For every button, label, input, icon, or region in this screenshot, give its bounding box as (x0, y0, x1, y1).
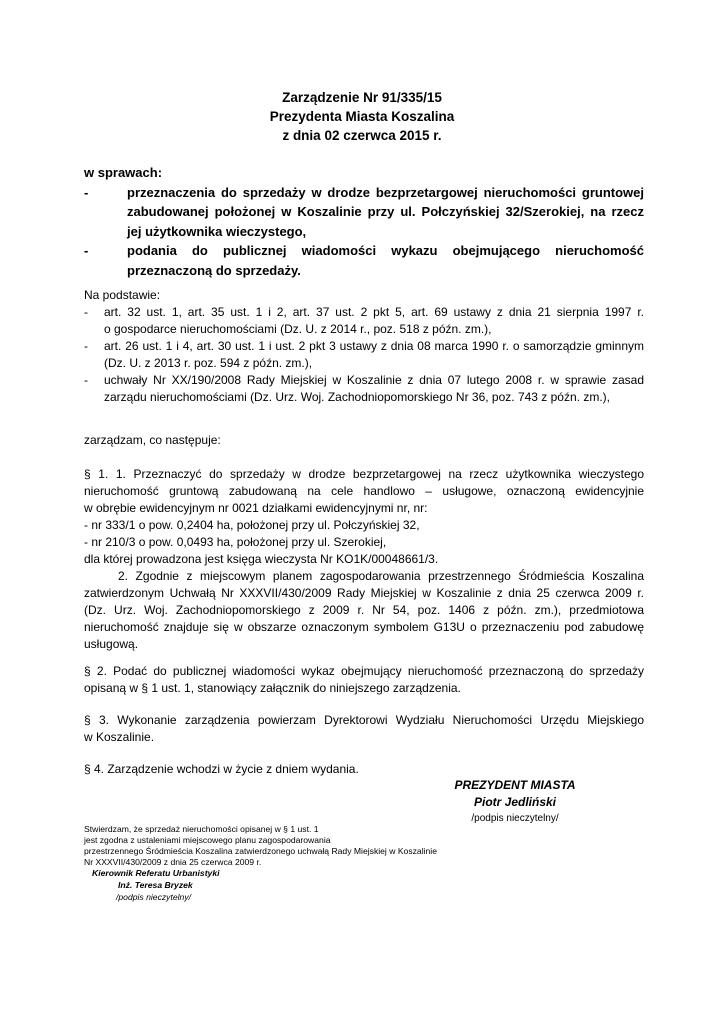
section-2-line-2: opisaną w § 1 ust. 1, stanowiący załącznik do niniejszego zarządzenia. (84, 681, 461, 695)
land-register: dla której prowadzona jest księga wieczysta Nr KO1K/00048661/3. (84, 552, 439, 566)
legal-basis-section (84, 287, 644, 406)
parcel-2: - nr 210/3 o pow. 0,0493 ha, położonej przy ul. Szerokiej, (84, 535, 387, 549)
signature-name: Piotr Jedliński (473, 795, 557, 809)
section-1-point-2-line-1: 2. Zgodnie z miejscowym planem zagospodarowania przestrzennego Śródmieścia Koszalina (118, 569, 644, 583)
legal-basis-item-3-line-2: zarządu nieruchomościami (Dz. Urz. Woj. Zachodniopomorskiego Nr 36, poz. 743 z późn. zm.), (104, 390, 610, 404)
subject-item-2 (84, 241, 644, 280)
subject-item-2-line-2: przeznaczoną do sprzedaży. (127, 262, 301, 278)
section-1-point-2-line-3: (Dz. Urz. Woj. Zachodniopomorskiego z 2009 r. Nr 54, poz. 1406 z późn. zm.), przedmiotowa (84, 603, 644, 617)
subject-item-1 (84, 183, 644, 242)
section-3-line-1: § 3. Wykonanie zarządzenia powierzam Dyrektorowi Wydziału Nieruchomości Urzędu Miejskiego (84, 713, 644, 727)
certification-name: Inż. Teresa Bryzek (118, 880, 193, 890)
list-dash: - (84, 305, 88, 319)
signature-note: /podpis nieczytelny/ (471, 813, 559, 824)
section-1-line-3: w obrębie ewidencyjnym nr 0021 działkami ewidencyjnymi nr, nr: (84, 501, 428, 515)
certification-note: /podpis nieczytelny/ (116, 892, 191, 902)
legal-basis-item-2 (84, 338, 644, 372)
section-2-line-1: § 2. Podać do publicznej wiadomości wykaz obejmujący nieruchomość przeznaczoną do sprzedaży (84, 664, 644, 678)
parcel-1: - nr 333/1 o pow. 0,2404 ha, położonej przy ul. Połczyńskiej 32, (84, 518, 420, 532)
legal-basis-item-2-line-2: (Dz. U. z 2013 r. poz. 594 z późn. zm.), (104, 356, 313, 370)
subject-heading: w sprawach: (84, 165, 163, 180)
section-3-line-2: w Koszalinie. (84, 730, 155, 744)
legal-basis-item-1-line-2: o gospodarce nieruchomościami (Dz. U. z 2014 r., poz. 518 z późn. zm.), (104, 322, 492, 336)
legal-basis-item-3-line-1: uchwały Nr XX/190/2008 Rady Miejskiej w Koszalinie z dnia 07 lutego 2008 r. w sprawie zasad (104, 373, 644, 387)
certification-line-1: Stwierdzam, że sprzedaż nieruchomości opisanej w § 1 ust. 1 (84, 824, 319, 834)
legal-basis-item-1 (84, 304, 644, 338)
ordinance-date: z dnia 02 czerwca 2015 r. (282, 128, 442, 143)
certification-role: Kierownik Referatu Urbanistyki (92, 868, 220, 878)
section-1-line-1: § 1. 1. Przeznaczyć do sprzedaży w drodze bezprzetargowej na rzecz użytkownika wieczystego (84, 467, 644, 481)
certification-line-3: przestrzennego Śródmieścia Koszalina zatwierdzonego uchwałą Rady Miejskiej w Koszalinie (84, 846, 437, 856)
certification-line-4: Nr XXXVII/430/2009 z dnia 25 czerwca 2009 r. (84, 857, 262, 867)
subject-item-1-line-1: przeznaczenia do sprzedaży w drodze bezprzetargowej nieruchomości gruntowej (127, 184, 644, 200)
list-dash: - (84, 243, 89, 258)
subject-item-2-line-1: podania do publicznej wiadomości wykazu obejmującego nieruchomość (127, 243, 644, 258)
subject-section (84, 163, 644, 280)
section-3 (84, 712, 644, 746)
legal-basis-heading: Na podstawie: (84, 288, 161, 302)
ordinance-number: Zarządzenie Nr 91/335/15 (282, 90, 442, 105)
legal-basis-item-3 (84, 372, 644, 406)
legal-basis-item-1-line-1: art. 32 ust. 1, art. 35 ust. 1 i 2, art. 37 ust. 2 pkt 5, art. 69 ustawy z dnia 21 sierpnia 1997 r. (104, 305, 644, 319)
decree-statement: zarządzam, co następuje: (84, 433, 221, 447)
section-4: § 4. Zarządzenie wchodzi w życie z dniem wydania. (84, 762, 359, 776)
section-1-line-2: nieruchomość gruntową zabudowaną na cele handlowo – usługowe, oznaczoną ewidencyjnie (84, 484, 644, 498)
list-dash: - (84, 373, 88, 387)
list-dash: - (84, 339, 88, 353)
certification-line-2: jest zgodna z ustaleniami miejscowego planu zagospodarowania (84, 835, 331, 845)
section-1-point-2-line-4: nieruchomość znajduje się w obszarze oznaczonym symbolem G13U o przeznaczeniu pod zabudowę (84, 620, 644, 634)
subject-item-1-line-3: jej użytkownika wieczystego, (127, 223, 307, 239)
subject-item-1-line-2: zabudowanej położonej w Koszalinie przy ul. Połczyńskiej 32/Szerokiej, na rzecz (127, 204, 644, 219)
section-1-point-2-line-2: zatwierdzonym Uchwałą Nr XXXVII/430/2009 Rady Miejskiej w Koszalinie z dnia 25 czerwca 2009 r. (84, 586, 644, 600)
section-1 (84, 466, 644, 653)
signature-title: PREZYDENT MIASTA (454, 778, 576, 792)
section-1-point-2-line-5: usługową. (84, 637, 139, 651)
section-2 (84, 663, 644, 697)
issuer: Prezydenta Miasta Koszalina (269, 109, 455, 124)
legal-basis-item-2-line-1: art. 26 ust. 1 i 4, art. 30 ust. 1 i ust. 2 pkt 3 ustawy z dnia 08 marca 1990 r. o samorządzie gminnym (104, 339, 644, 353)
list-dash: - (84, 184, 89, 200)
